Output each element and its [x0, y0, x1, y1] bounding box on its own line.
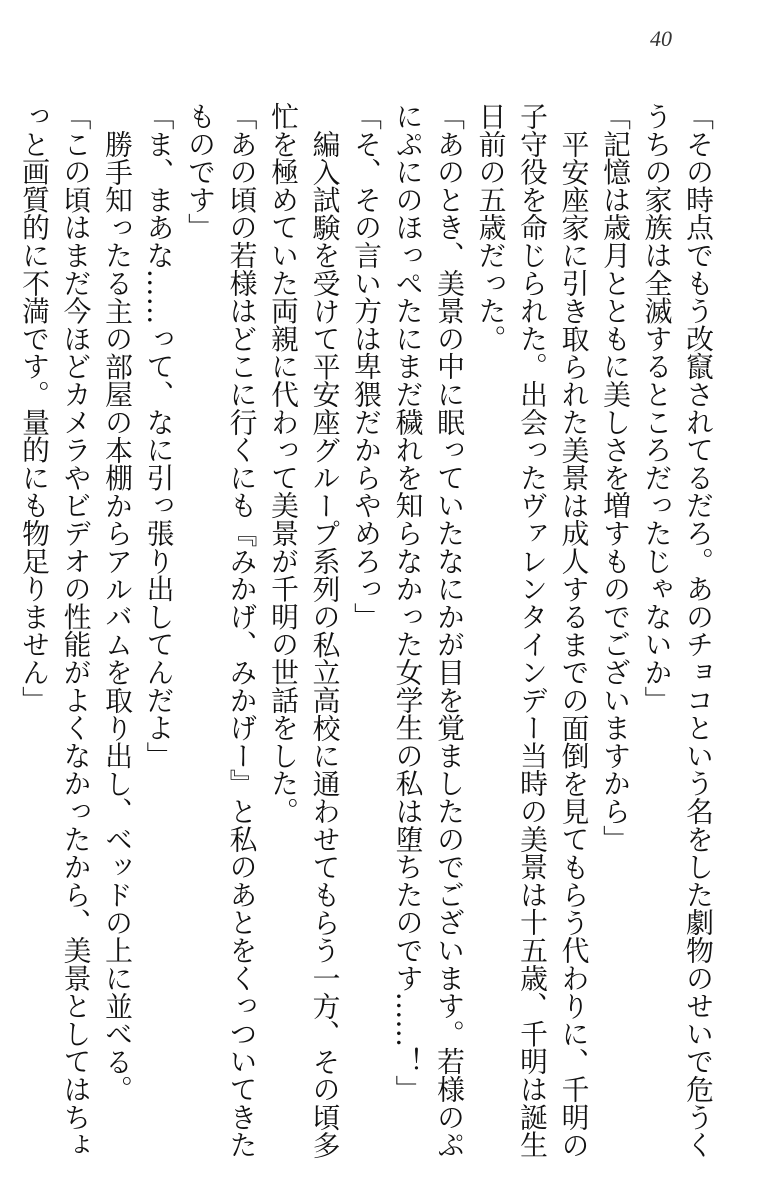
page-number: 40 [650, 26, 672, 51]
paragraph: 「あの頃の若様はどこに行くにも『みかげ、みかげー』と私のあとをくっついてきたものです」 [183, 102, 258, 1159]
paragraph: 平安座家に引き取られた美景は成人するまでの面倒を見てもらう代わりに、千明の子守役を命じられた。出会ったヴァレンタインデー当時の美景は十五歳、千明は誕生日前の五歳だった。 [473, 102, 590, 1159]
paragraph: 「あのとき、美景の中に眠っていたなにかが目を覚ましたのでございます。若様のぷにぷにのほっぺたにまだ穢れを知らなかった女学生の私は堕ちたのです……！」 [390, 102, 465, 1159]
paragraph: 「ま、まあな……って、なに引っ張り出してんだよ」 [141, 102, 175, 770]
paragraph: 「この頃はまだ今ほどカメラやビデオの性能がよくなかったから、美景としてはちょっと画質的に不満です。量的にも物足りません」 [17, 102, 92, 1159]
paragraph: 「記憶は歳月とともに美しさを増すものでございますから」 [598, 102, 631, 853]
paragraph: 「その時点でもう改竄されてるだろ。あのチョコという名をした劇物のせいで危うくうちの家族は全滅するところだったじゃないか」 [639, 102, 714, 1159]
vertical-text-body [17, 102, 718, 1177]
paragraph: 「そ、その言い方は卑猥だからやめろっ」 [349, 102, 382, 631]
paragraph: 編入試験を受けて平安座グループ系列の私立高校に通わせてもらう一方、その頃多忙を極めていた両親に代わって美景が千明の世話をした。 [266, 102, 341, 1159]
paragraph: 勝手知ったる主の部屋の本棚からアルバムを取り出し、ベッドの上に並べる。 [100, 129, 133, 1103]
